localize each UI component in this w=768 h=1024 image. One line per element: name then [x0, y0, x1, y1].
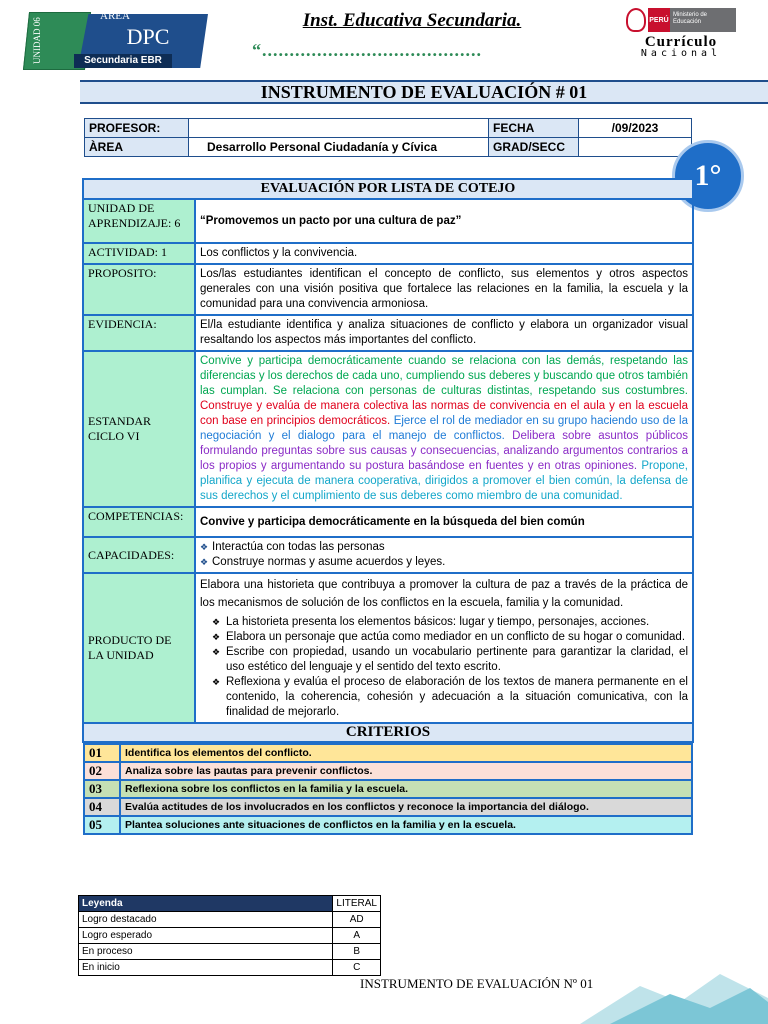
grad-value[interactable] — [579, 138, 692, 157]
producto-item: ❖ Escribe con propiedad, usando un vocabulario pertinente para garantizar la claridad, el uso estético del lenguaje y el sentido del texto escrito. — [200, 645, 688, 675]
actividad-value: Los conflictos y la convivencia. — [195, 243, 693, 264]
main-title: INSTRUMENTO DE EVALUACIÓN # 01 — [260, 82, 588, 102]
area-row-value: Desarrollo Personal Ciudadanía y Cívica — [189, 138, 489, 157]
estandar-part-convive: Convive y participa democráticamente cuando se relaciona con las demás, respetando las diferencias y los derechos de cada uno, cumpliendo sus deberes y buscando que otros también las cumplan. Se relaciona con personas de culturas distintas, respetando sus costumbres. — [200, 355, 688, 397]
criterio-text: Identifica los elementos del conflicto. — [120, 744, 692, 762]
unidad-label: UNIDAD DE APRENDIZAJE: 6 — [83, 199, 195, 243]
capacidades-row — [83, 537, 693, 573]
unidad-row — [83, 199, 693, 243]
criterio-text: Plantea soluciones ante situaciones de conflictos en la familia y en la escuela. — [120, 816, 692, 834]
producto-list — [200, 615, 688, 720]
info-table — [84, 118, 692, 157]
legend-label: En proceso — [79, 944, 333, 960]
actividad-label: ACTIVIDAD: 1 — [83, 243, 195, 264]
producto-intro: Elabora una historieta que contribuya a promover la cultura de paz a través de la práctica de los mecanismos de solución de los conflictos en la escuela, familia y la comunidad. — [200, 579, 688, 609]
info-row-area — [85, 138, 692, 157]
competencia-value: Convive y participa democráticamente en la búsqueda del bien común — [195, 507, 693, 537]
estandar-value — [195, 351, 693, 507]
criterio-row — [84, 798, 692, 816]
area-row-label: ÀREA — [85, 138, 189, 157]
ministry-label: Ministerio de Educación — [670, 8, 736, 32]
area-label: ÁREA — [100, 10, 130, 22]
capacidades-label: CAPACIDADES: — [83, 537, 195, 573]
producto-item: ❖ Elabora un personaje que actúa como mediador en un conflicto de su hogar o comunidad. — [200, 630, 688, 645]
grade-badge: 1° — [672, 140, 744, 212]
competencia-label: COMPETENCIAS: — [83, 507, 195, 537]
producto-row — [83, 573, 693, 723]
producto-item: ❖ Reflexiona y evalúa el proceso de elaboración de los textos de manera permanente en el contenido, la coherencia, cohesión y adecuación a la situación comunicativa, con la finalidad de mejorarlo. — [200, 675, 688, 720]
evaluation-table — [82, 178, 694, 835]
info-row-profesor — [85, 119, 692, 138]
institution-title: Inst. Educativa Secundaria. — [302, 10, 522, 31]
criterios-table — [83, 743, 693, 835]
criterio-row — [84, 762, 692, 780]
legend-literal-header: LITERAL — [333, 896, 381, 912]
legend-row — [79, 928, 381, 944]
competencia-row — [83, 507, 693, 537]
criterio-text: Reflexiona sobre los conflictos en la familia y la escuela. — [120, 780, 692, 798]
estandar-part-delibera: Delibera sobre asuntos públicos formulando preguntas sobre sus causas y consecuencias, analizando argumentos contrarios a los propios y argumentando su postura basándose en fuentes y en otras opiniones. — [200, 430, 688, 472]
profesor-label: PROFESOR: — [85, 119, 189, 138]
proposito-row — [83, 264, 693, 315]
legend-label: Logro destacado — [79, 912, 333, 928]
actividad-row — [83, 243, 693, 264]
criterio-row — [84, 780, 692, 798]
legend-row — [79, 960, 381, 976]
legend-label: Logro esperado — [79, 928, 333, 944]
grad-label: GRAD/SECC — [489, 138, 579, 157]
criterio-row — [84, 816, 692, 834]
criterio-text: Analiza sobre las pautas para prevenir conflictos. — [120, 762, 692, 780]
profesor-value[interactable] — [189, 119, 489, 138]
curriculo-logo-text: Currículo — [644, 34, 718, 50]
legend-label: En inicio — [79, 960, 333, 976]
criterio-text: Evalúa actitudes de los involucrados en los conflictos y reconoce la importancia del diálogo. — [120, 798, 692, 816]
capacidad-item: ❖ Interactúa con todas las personas — [200, 540, 688, 555]
criterio-number: 04 — [84, 798, 120, 816]
criterios-title: CRITERIOS — [83, 723, 693, 742]
evidencia-label: EVIDENCIA: — [83, 315, 195, 351]
estandar-row — [83, 351, 693, 507]
capacidad-item: ❖ Construye normas y asume acuerdos y leyes. — [200, 555, 688, 570]
criterio-number: 05 — [84, 816, 120, 834]
producto-label: PRODUCTO DE LA UNIDAD — [83, 573, 195, 723]
footer-text: INSTRUMENTO DE EVALUACIÓN Nº 01 — [360, 976, 594, 991]
criterio-number: 01 — [84, 744, 120, 762]
legend-value: B — [333, 944, 381, 960]
legend-row — [79, 944, 381, 960]
level-strip: Secundaria EBR — [74, 54, 172, 68]
mountain-decoration — [580, 968, 768, 1024]
estandar-label: ESTANDAR CICLO VI — [83, 351, 195, 507]
legend-table — [78, 895, 381, 976]
legend-header: Leyenda — [79, 896, 333, 912]
area-name: DPC — [126, 24, 170, 49]
evidencia-value: El/la estudiante identifica y analiza situaciones de conflicto y elabora un organizador visual resaltando los aspectos más importantes del conflicto. — [195, 315, 693, 351]
quote-line: “........................................ — [252, 40, 482, 60]
criterio-number: 02 — [84, 762, 120, 780]
criterio-number: 03 — [84, 780, 120, 798]
minedu-logo — [626, 8, 736, 32]
proposito-label: PROPOSITO: — [83, 264, 195, 315]
fecha-label: FECHA — [489, 119, 579, 138]
criterio-row — [84, 744, 692, 762]
peru-label: PERÚ — [648, 8, 670, 32]
evidencia-row — [83, 315, 693, 351]
estandar-part-propone: Propone, planifica y ejecuta de manera cooperativa, dirigidos a promover el bien común, la defensa de sus derechos y el cumplimiento de sus deberes como miembro de una comunidad. — [200, 460, 688, 502]
proposito-value: Los/las estudiantes identifican el concepto de conflicto, sus elementos y otros aspectos generales con una visión positiva que fortalece las relaciones en la familia, la escuela y la comunidad para una convivencia armoniosa. — [195, 264, 693, 315]
nacional-logo-text: Nacional — [640, 48, 722, 59]
estandar-part-construye: Construye y evalúa de manera colectiva las normas de convivencia en el aula y en la escuela con base en principios democráticos. — [200, 400, 688, 427]
producto-item: ❖ La historieta presenta los elementos básicos: lugar y tiempo, personajes, acciones. — [200, 615, 688, 630]
shield-icon — [626, 8, 646, 32]
unidad-value: “Promovemos un pacto por una cultura de paz” — [195, 199, 693, 243]
legend-value: AD — [333, 912, 381, 928]
legend-value: A — [333, 928, 381, 944]
legend-row — [79, 912, 381, 928]
evaluation-title: EVALUACIÓN POR LISTA DE COTEJO — [83, 179, 693, 199]
estandar-part-ejerce: Ejerce el rol de mediador en su grupo haciendo uso de la negociación y el dialogo para el manejo de conflictos. — [200, 415, 688, 442]
unidad-tag-text: UNIDAD 06 — [32, 17, 42, 65]
fecha-value[interactable]: /09/2023 — [579, 119, 692, 138]
legend-value: C — [333, 960, 381, 976]
capacidades-list — [200, 540, 688, 570]
